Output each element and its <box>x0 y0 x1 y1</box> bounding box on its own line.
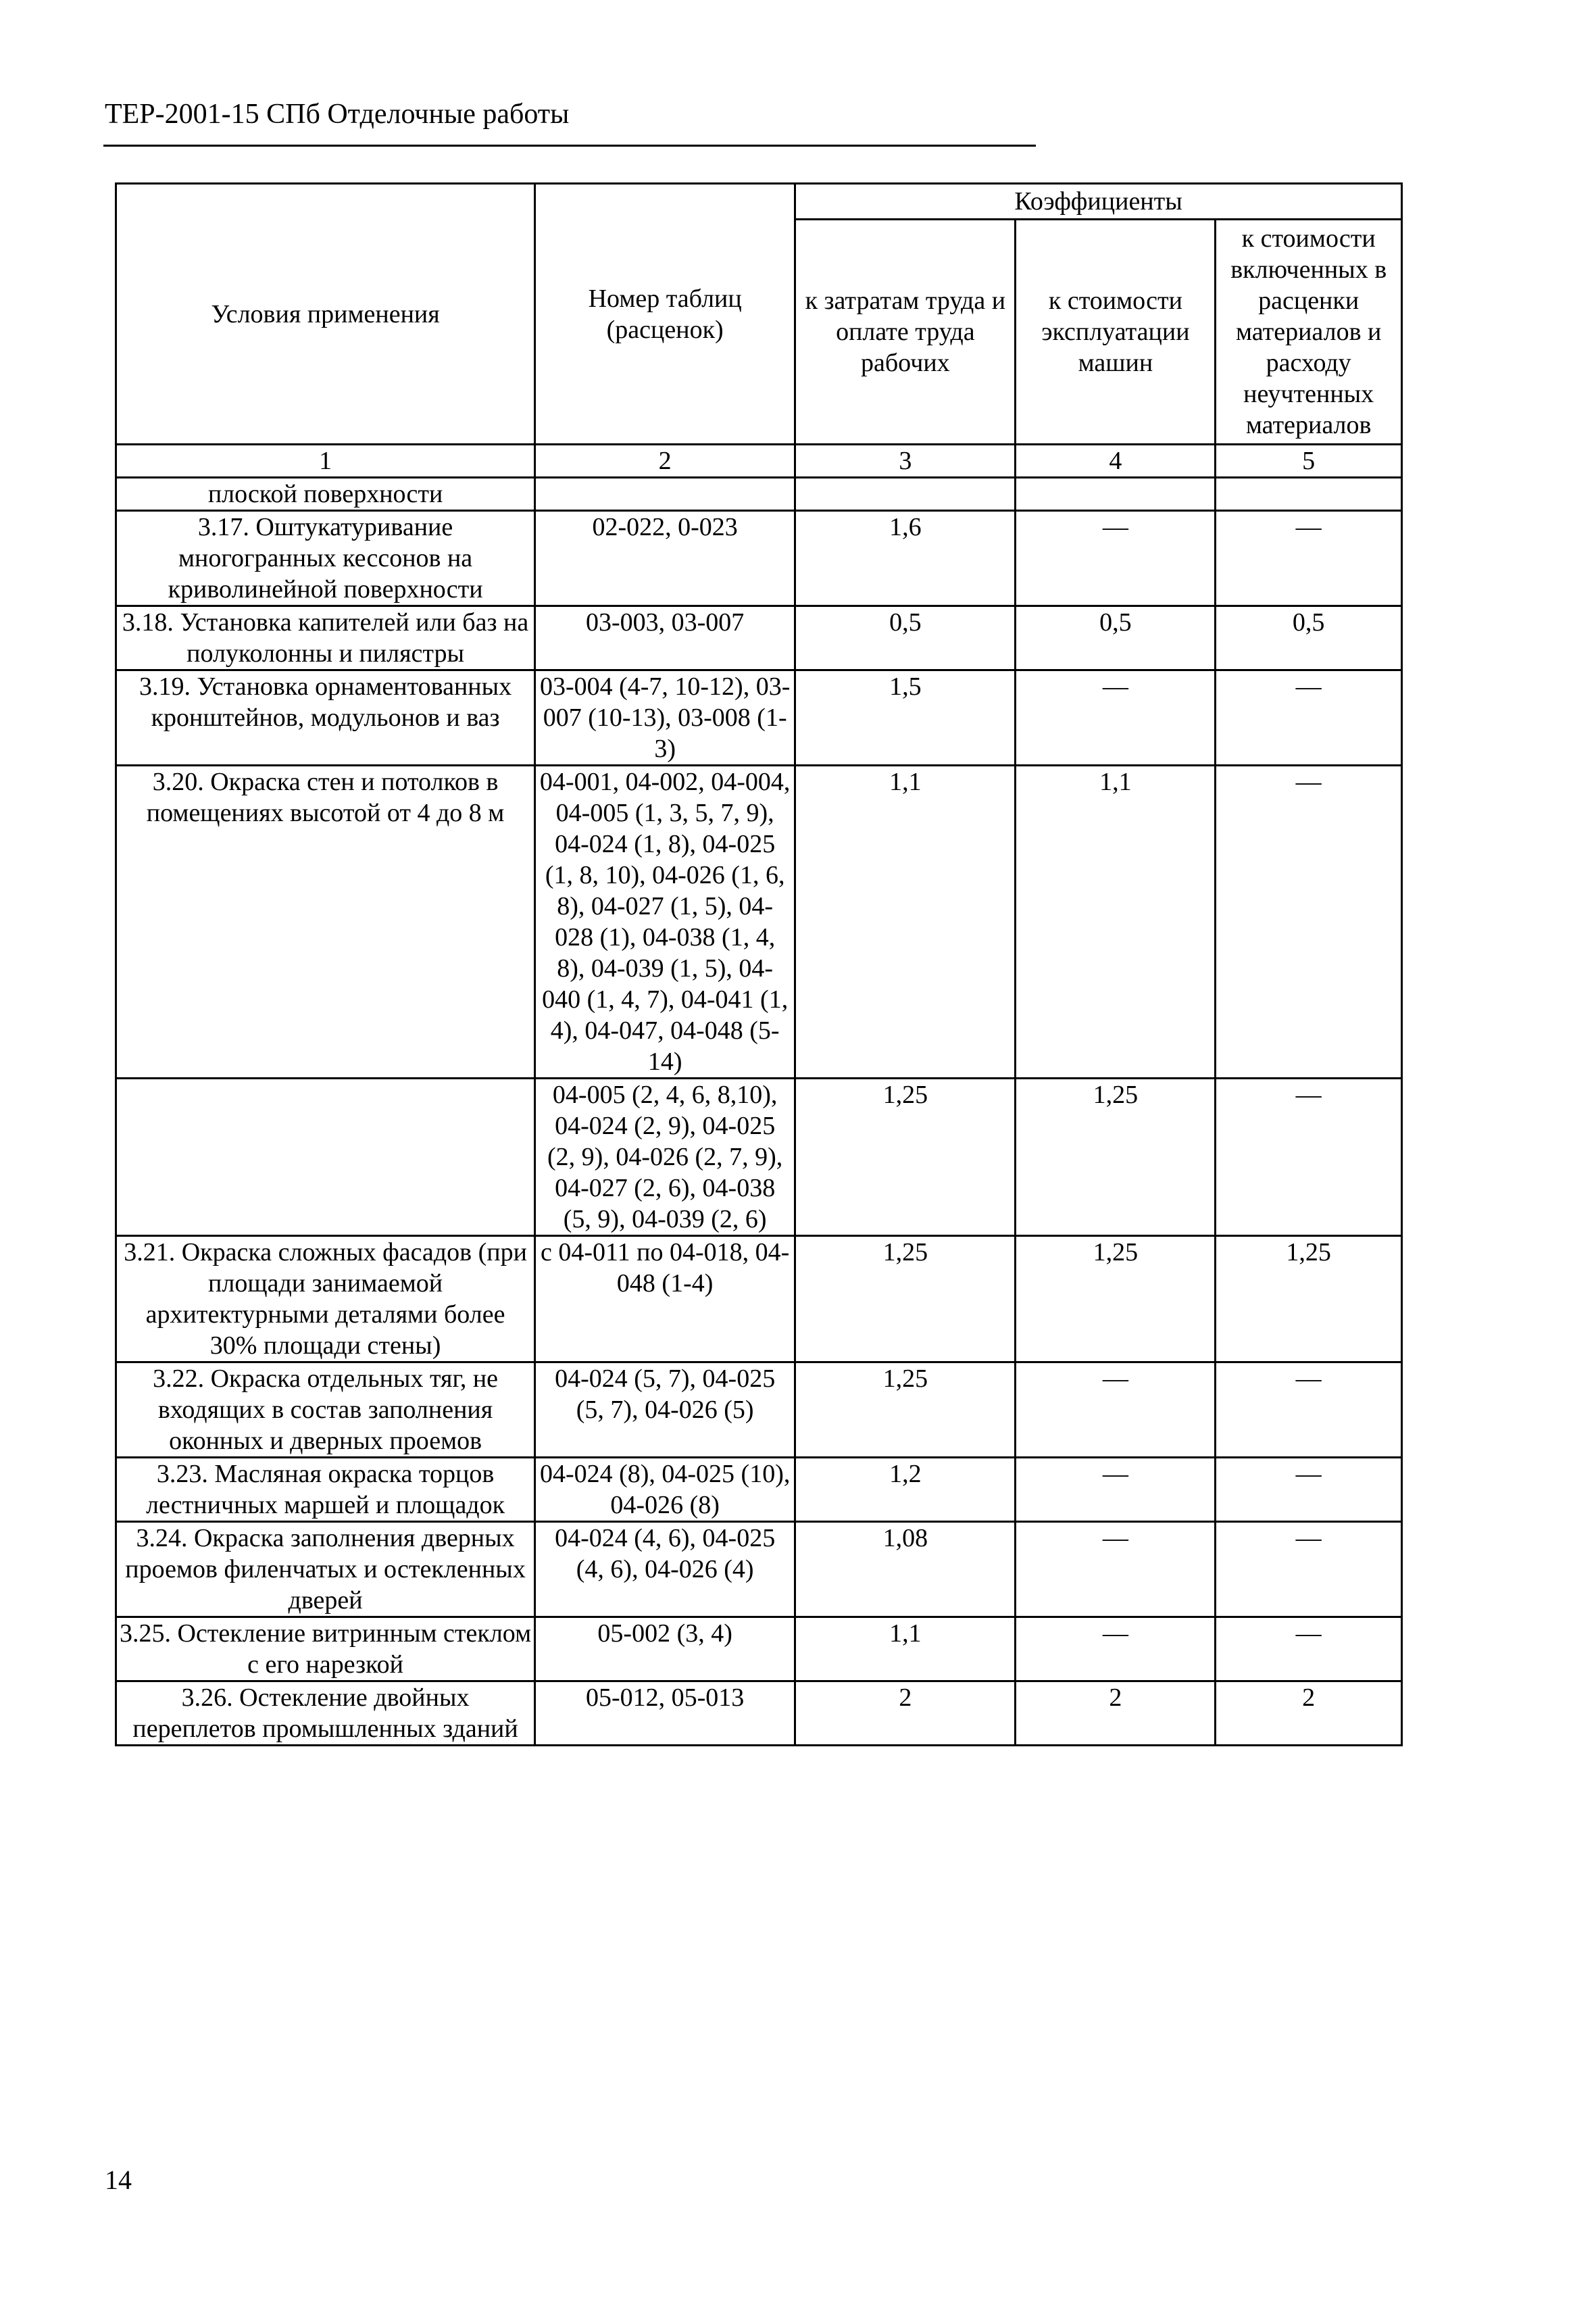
row-tables-cell: 04-024 (8), 04-025 (10), 04-026 (8) <box>535 1458 795 1522</box>
row-condition-cell: плоской поверхности <box>116 478 535 511</box>
table-row <box>116 1236 1402 1362</box>
row-tables-cell: 02-022, 0-023 <box>535 511 795 606</box>
row-condition-cell: 3.23. Масляная окраска торцов лестничных маршей и площадок <box>116 1458 535 1522</box>
row-materials-coef-cell: — <box>1216 1362 1402 1458</box>
row-labor-coef-cell: 1,2 <box>795 1458 1016 1522</box>
row-materials-coef-cell: — <box>1216 1522 1402 1617</box>
row-labor-coef-cell: 1,1 <box>795 1617 1016 1681</box>
table-row <box>116 1079 1402 1236</box>
header-conditions: Условия применения <box>116 184 535 445</box>
row-machines-coef-cell: — <box>1016 1362 1216 1458</box>
row-materials-coef-cell: — <box>1216 1617 1402 1681</box>
table-row <box>116 1458 1402 1522</box>
row-condition-cell: 3.24. Окраска заполнения дверных проемов филенчатых и остекленных дверей <box>116 1522 535 1617</box>
row-condition-cell: 3.21. Окраска сложных фасадов (при площади занимаемой архитектурными деталями более 30% площади стены) <box>116 1236 535 1362</box>
row-tables-cell: 03-004 (4-7, 10-12), 03-007 (10-13), 03-008 (1-3) <box>535 670 795 766</box>
row-labor-coef-cell: 1,08 <box>795 1522 1016 1617</box>
row-machines-coef-cell: — <box>1016 1458 1216 1522</box>
row-labor-coef-cell: 1,5 <box>795 670 1016 766</box>
row-labor-coef-cell: 2 <box>795 1681 1016 1746</box>
row-machines-coef-cell: 1,25 <box>1016 1079 1216 1236</box>
row-machines-coef-cell: 1,1 <box>1016 766 1216 1079</box>
column-number: 5 <box>1216 445 1402 478</box>
row-tables-cell <box>535 478 795 511</box>
row-tables-cell: 05-012, 05-013 <box>535 1681 795 1746</box>
table-row <box>116 1681 1402 1746</box>
header-coefficients: Коэффициенты <box>795 184 1402 220</box>
column-number: 2 <box>535 445 795 478</box>
page-number: 14 <box>105 2165 132 2195</box>
row-tables-cell: 04-024 (4, 6), 04-025 (4, 6), 04-026 (4) <box>535 1522 795 1617</box>
row-condition-cell: 3.19. Установка орнаментованных кронштейнов, модульонов и ваз <box>116 670 535 766</box>
header-materials-coefficient: к стоимости включенных в расценки материалов и расходу неучтенных материалов <box>1216 220 1402 445</box>
row-condition-cell: 3.20. Окраска стен и потолков в помещениях высотой от 4 до 8 м <box>116 766 535 1079</box>
row-condition-cell: 3.22. Окраска отдельных тяг, не входящих в состав заполнения оконных и дверных проемов <box>116 1362 535 1458</box>
row-machines-coef-cell: — <box>1016 670 1216 766</box>
row-labor-coef-cell: 1,25 <box>795 1079 1016 1236</box>
header-table-numbers: Номер таблиц (расценок) <box>535 184 795 445</box>
row-machines-coef-cell: 1,25 <box>1016 1236 1216 1362</box>
row-materials-coef-cell: — <box>1216 1079 1402 1236</box>
row-tables-cell: 04-005 (2, 4, 6, 8,10), 04-024 (2, 9), 04-025 (2, 9), 04-026 (2, 7, 9), 04-027 (2, 6), 04-038 (5, 9), 04-039 (2, 6) <box>535 1079 795 1236</box>
row-tables-cell: с 04-011 по 04-018, 04-048 (1-4) <box>535 1236 795 1362</box>
row-condition-cell: 3.25. Остекление витринным стеклом с его нарезкой <box>116 1617 535 1681</box>
table-row <box>116 1522 1402 1617</box>
row-machines-coef-cell <box>1016 478 1216 511</box>
table-body <box>116 478 1402 1746</box>
row-materials-coef-cell <box>1216 478 1402 511</box>
row-materials-coef-cell: 2 <box>1216 1681 1402 1746</box>
document-header: ТЕР-2001-15 СПб Отделочные работы <box>105 99 570 130</box>
row-materials-coef-cell: 0,5 <box>1216 606 1402 670</box>
row-machines-coef-cell: 2 <box>1016 1681 1216 1746</box>
header-rule <box>103 145 1036 147</box>
table-row <box>116 766 1402 1079</box>
table-row <box>116 606 1402 670</box>
row-labor-coef-cell: 1,6 <box>795 511 1016 606</box>
column-number: 1 <box>116 445 535 478</box>
coefficients-table <box>115 182 1403 1746</box>
table-row <box>116 1362 1402 1458</box>
row-machines-coef-cell: — <box>1016 1617 1216 1681</box>
row-tables-cell: 03-003, 03-007 <box>535 606 795 670</box>
row-labor-coef-cell: 1,25 <box>795 1362 1016 1458</box>
row-condition-cell: 3.17. Оштукатуривание многогранных кессонов на криволинейной поверхности <box>116 511 535 606</box>
header-machines-coefficient: к стоимости эксплуатации машин <box>1016 220 1216 445</box>
column-number: 4 <box>1016 445 1216 478</box>
row-machines-coef-cell: — <box>1016 511 1216 606</box>
row-labor-coef-cell: 0,5 <box>795 606 1016 670</box>
header-labor-coefficient: к затратам труда и оплате труда рабочих <box>795 220 1016 445</box>
table-row <box>116 478 1402 511</box>
row-labor-coef-cell <box>795 478 1016 511</box>
column-number: 3 <box>795 445 1016 478</box>
row-condition-cell: 3.18. Установка капителей или баз на полуколонны и пилястры <box>116 606 535 670</box>
row-tables-cell: 04-001, 04-002, 04-004, 04-005 (1, 3, 5, 7, 9), 04-024 (1, 8), 04-025 (1, 8, 10), 04-026 (1, 6, 8), 04-027 (1, 5), 04-028 (1), 04-038 (1, 4, 8), 04-039 (1, 5), 04-040 (1, 4, 7), 04-041 (1, 4), 04-047, 04-048 (5-14) <box>535 766 795 1079</box>
row-machines-coef-cell: — <box>1016 1522 1216 1617</box>
row-materials-coef-cell: — <box>1216 511 1402 606</box>
row-labor-coef-cell: 1,1 <box>795 766 1016 1079</box>
row-materials-coef-cell: — <box>1216 766 1402 1079</box>
table-row <box>116 670 1402 766</box>
row-condition-cell: 3.26. Остекление двойных переплетов промышленных зданий <box>116 1681 535 1746</box>
row-materials-coef-cell: — <box>1216 670 1402 766</box>
row-labor-coef-cell: 1,25 <box>795 1236 1016 1362</box>
column-number-row <box>116 445 1402 478</box>
row-machines-coef-cell: 0,5 <box>1016 606 1216 670</box>
table-row <box>116 511 1402 606</box>
row-tables-cell: 05-002 (3, 4) <box>535 1617 795 1681</box>
row-materials-coef-cell: 1,25 <box>1216 1236 1402 1362</box>
row-condition-cell <box>116 1079 535 1236</box>
row-materials-coef-cell: — <box>1216 1458 1402 1522</box>
table-row <box>116 1617 1402 1681</box>
row-tables-cell: 04-024 (5, 7), 04-025 (5, 7), 04-026 (5) <box>535 1362 795 1458</box>
